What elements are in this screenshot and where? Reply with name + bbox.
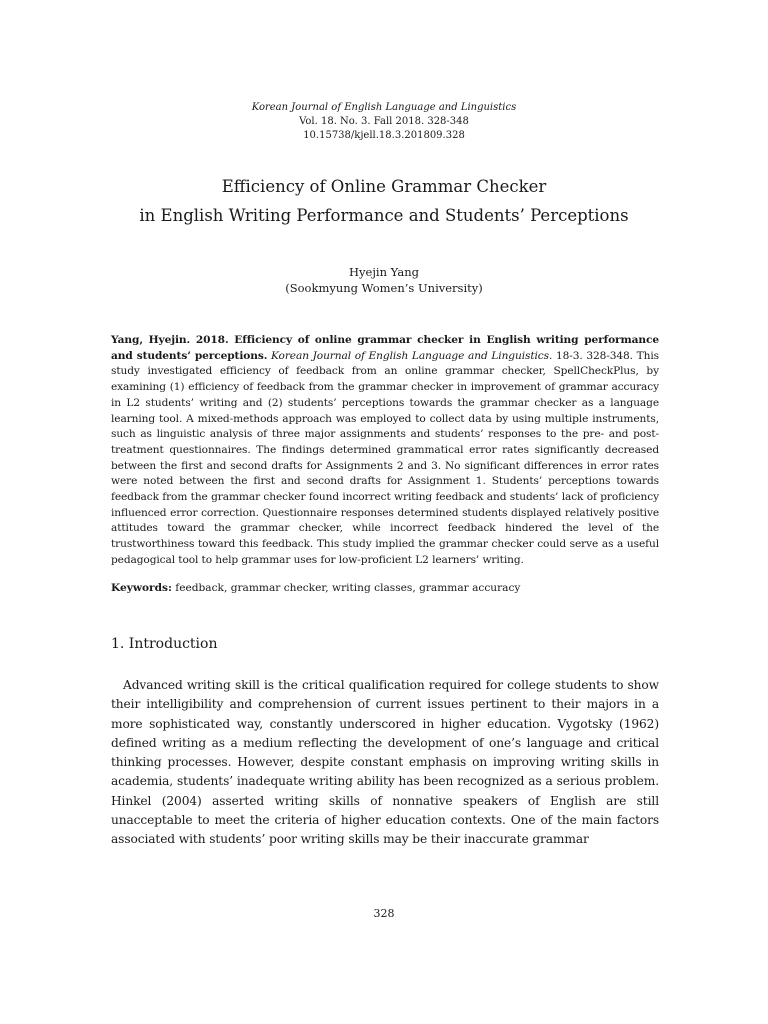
- journal-volume: Vol. 18. No. 3. Fall 2018. 328-348: [299, 116, 469, 127]
- section-heading: 1. Introduction: [111, 636, 218, 652]
- abstract: [111, 333, 659, 569]
- journal-header: [0, 101, 768, 143]
- intro-paragraph: Advanced writing skill is the critical qualification required for college students to show their intelligibility and comprehension of current issues pertinent to their majors in a more sophisticated way, constantly underscored in higher education. Vygotsky (1962) defined writing as a medium reflecting the development of one’s language and critical thinking processes. However, despite constant emphasis on improving writing skills in academia, students’ inadequate writing ability has been recognized as a serious problem. Hinkel (2004) asserted writing skills of nonnative speakers of English are still unacceptable to meet the criteria of higher education contexts. One of the main factors associated with students’ poor writing skills may be their inaccurate grammar: [111, 678, 659, 847]
- keywords: [111, 581, 659, 596]
- keywords-text: feedback, grammar checker, writing classes, grammar accuracy: [171, 582, 521, 594]
- keywords-label: Keywords:: [111, 582, 172, 594]
- author-affiliation: (Sookmyung Women’s University): [285, 281, 483, 295]
- abstract-body: This study investigated efficiency of feedback from an online grammar checker, SpellCheckPlus, by examining (1) efficiency of feedback from the grammar checker in improvement of grammar accuracy in L2 students’ writing and (2) students’ perceptions towards the grammar checker as a language learning tool. A mixed-methods approach was employed to collect data by using multiple instruments, such as linguistic analysis of three major assignments and students’ responses to the pre- and post-treatment questionnaires. The findings determined grammatical error rates significantly decreased between the first and second drafts for Assignments 2 and 3. No significant differences in error rates were noted between the first and second drafts for Assignment 1. Students’ perceptions towards feedback from the grammar checker found incorrect writing feedback and students’ lack of proficiency influenced error correction. Questionnaire responses determined students displayed relatively positive attitudes toward the grammar checker, while incorrect feedback hindered the level of the trustworthiness toward this feedback. This study implied the grammar checker could serve as a useful pedagogical tool to help grammar uses for low-proficient L2 learners’ writing.: [111, 349, 659, 566]
- author-name: Hyejin Yang: [349, 265, 419, 279]
- paper-title: [0, 172, 768, 230]
- journal-name: Korean Journal of English Language and Linguistics: [251, 102, 517, 113]
- page-number: 328: [373, 907, 395, 920]
- abstract-journal: Korean Journal of English Language and Linguistics.: [271, 349, 553, 362]
- title-line-2: in English Writing Performance and Students’ Perceptions: [139, 206, 629, 225]
- abstract-citation-tail: 18-3. 328-348.: [552, 349, 633, 362]
- title-line-1: Efficiency of Online Grammar Checker: [221, 177, 547, 196]
- abstract-citation: Yang, Hyejin. 2018. Efficiency of online grammar checker in English writing performance and students’ perceptions.: [111, 334, 659, 362]
- journal-doi: 10.15738/kjell.18.3.201809.328: [303, 130, 465, 141]
- author-block: [0, 264, 768, 296]
